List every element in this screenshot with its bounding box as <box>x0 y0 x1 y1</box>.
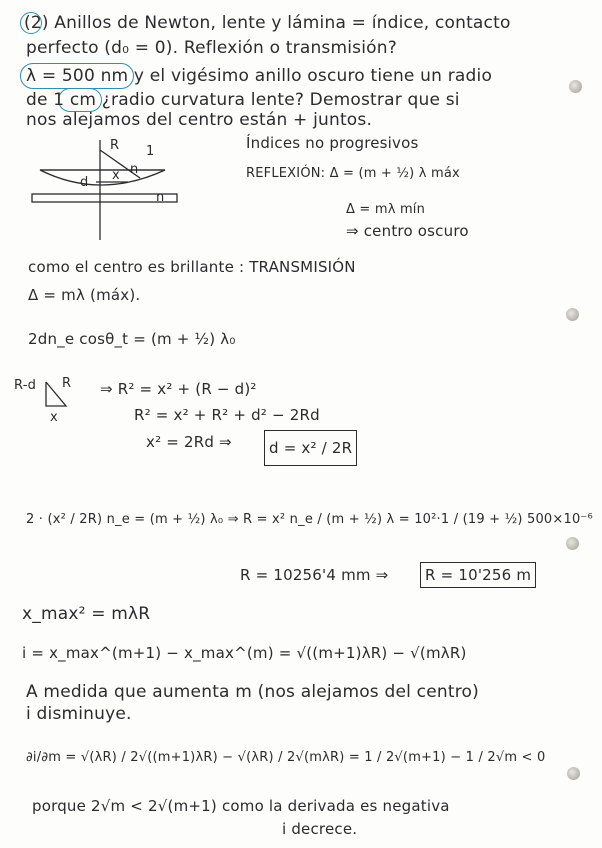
figure-label: n <box>130 162 139 177</box>
figure-label: 1 <box>146 144 155 159</box>
triangle-label: R-d <box>14 378 37 393</box>
text-line: i = x_max^(m+1) − x_max^(m) = √((m+1)λR) − √(mλR) <box>22 644 467 662</box>
triangle-label: x <box>50 410 58 425</box>
text-line: como el centro es brillante : TRANSMISIÓN <box>28 258 356 276</box>
figure-label: R <box>110 138 120 153</box>
figure-label: n <box>156 190 165 205</box>
text-line: 2dn_e cosθ_t = (m + ½) λ₀ <box>28 330 236 348</box>
text-line: Δ = mλ mín <box>346 202 426 217</box>
text-line: i decrece. <box>282 820 358 838</box>
text-line: Índices no progresivos <box>246 134 419 152</box>
text-line: ⇒ R² = x² + (R − d)² <box>100 380 257 398</box>
text-line: R = 10256'4 mm ⇒ <box>240 566 389 584</box>
text-line: 2 · (x² / 2R) n_e = (m + ½) λ₀ ⇒ R = x² n_e / (m + ½) λ = 10²·1 / (19 + ½) 500×10⁻⁶ <box>26 512 593 527</box>
text-line: λ = 500 nm y el vigésimo anillo oscuro tiene un radio <box>26 66 493 86</box>
triangle-label: R <box>62 376 72 391</box>
figure-label: x <box>112 168 120 183</box>
text-line: nos alejamos del centro están + juntos. <box>26 110 373 130</box>
text-line: de 1 cm ¿radio curvatura lente? Demostrar que si <box>26 90 460 110</box>
text-line: (2) Anillos de Newton, lente y lámina = índice, contacto <box>24 13 511 33</box>
text-line: x_max² = mλR <box>22 604 151 624</box>
boxed-result: d = x² / 2R <box>264 430 357 466</box>
text-line: ⇒ centro oscuro <box>346 222 469 240</box>
text-line: R² = x² + R² + d² − 2Rd <box>134 406 320 424</box>
text-line: x² = 2Rd ⇒ <box>146 433 232 451</box>
text-line: Δ = mλ (máx). <box>28 286 141 304</box>
text-line: i disminuye. <box>26 704 132 724</box>
text-line: A medida que aumenta m (nos alejamos del centro) <box>26 682 479 702</box>
text-line: perfecto (d₀ = 0). Reflexión o transmisión? <box>26 38 397 58</box>
figure-label: d <box>80 175 89 190</box>
text-line: ∂i/∂m = √(λR) / 2√((m+1)λR) − √(λR) / 2√(mλR) = 1 / 2√(m+1) − 1 / 2√m < 0 <box>26 750 546 765</box>
text-line: porque 2√m < 2√(m+1) como la derivada es negativa <box>32 797 450 815</box>
text-line: REFLEXIÓN: Δ = (m + ½) λ máx <box>246 166 460 181</box>
boxed-result: R = 10'256 m <box>420 562 536 588</box>
